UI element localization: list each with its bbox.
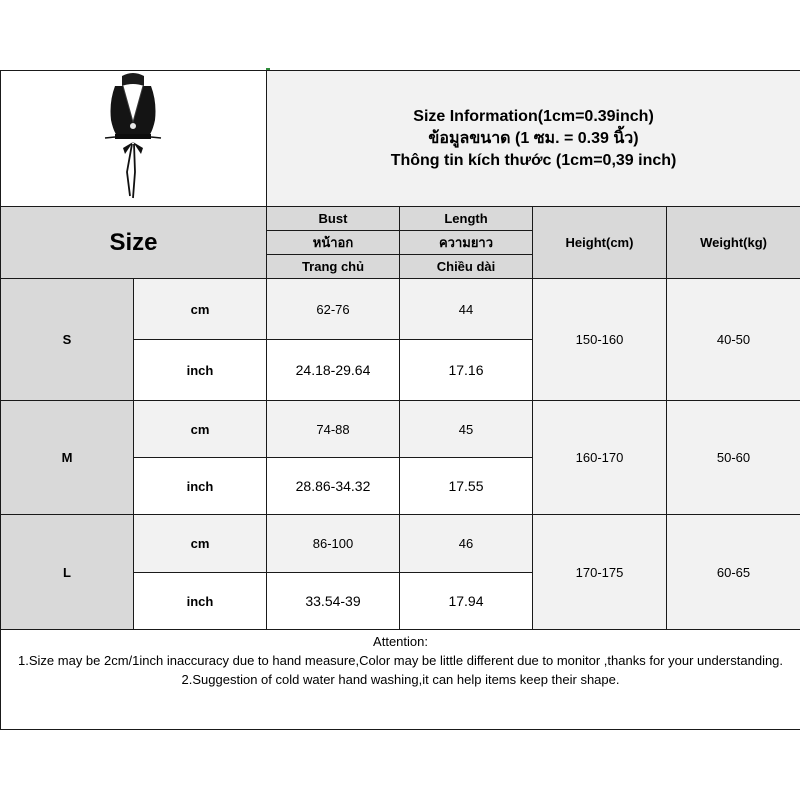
table-row — [1, 279, 800, 340]
bust-inch-value: 33.54-39 — [267, 573, 400, 630]
size-information-header — [267, 71, 800, 207]
length-header-en: Length — [400, 207, 533, 231]
unit-cm-label: cm — [134, 279, 267, 340]
table-row — [1, 401, 800, 458]
bust-header-th: หน้าอก — [267, 231, 400, 255]
height-value: 150-160 — [533, 279, 667, 401]
size-l-label: L — [1, 515, 134, 630]
height-value: 160-170 — [533, 401, 667, 515]
size-column-header: Size — [1, 207, 267, 279]
halter-top-garment-icon — [65, 72, 201, 204]
bust-cm-value: 74-88 — [267, 401, 400, 458]
info-line-thai: ข้อมูลขนาด (1 ซม. = 0.39 นิ้ว) — [428, 129, 639, 147]
length-header-th: ความยาว — [400, 231, 533, 255]
size-s-label: S — [1, 279, 134, 401]
unit-inch-label: inch — [134, 340, 267, 401]
weight-value: 60-65 — [667, 515, 800, 630]
unit-cm-label: cm — [134, 401, 267, 458]
length-cm-value: 45 — [400, 401, 533, 458]
product-image-cell — [1, 71, 267, 207]
weight-value: 40-50 — [667, 279, 800, 401]
weight-header: Weight(kg) — [667, 207, 800, 279]
height-header: Height(cm) — [533, 207, 667, 279]
bust-header-en: Bust — [267, 207, 400, 231]
length-cm-value: 44 — [400, 279, 533, 340]
attention-note-1: 1.Size may be 2cm/1inch inaccuracy due to hand measure,Color may be little different due to monitor ,thanks for your understanding. — [18, 653, 784, 668]
attention-notes — [1, 630, 800, 730]
bust-cm-value: 86-100 — [267, 515, 400, 573]
unit-inch-label: inch — [134, 458, 267, 515]
info-line-vietnamese: Thông tin kích thước (1cm=0,39 inch) — [390, 151, 677, 169]
length-cm-value: 46 — [400, 515, 533, 573]
table-row — [1, 515, 800, 573]
bust-header-vi: Trang chủ — [267, 255, 400, 279]
height-value: 170-175 — [533, 515, 667, 630]
length-inch-value: 17.16 — [400, 340, 533, 401]
unit-inch-label: inch — [134, 573, 267, 630]
attention-note-2: 2.Suggestion of cold water hand washing,it can help items keep their shape. — [181, 672, 620, 687]
length-inch-value: 17.94 — [400, 573, 533, 630]
bust-cm-value: 62-76 — [267, 279, 400, 340]
attention-title: Attention: — [373, 634, 428, 649]
size-m-label: M — [1, 401, 134, 515]
weight-value: 50-60 — [667, 401, 800, 515]
size-chart — [0, 70, 800, 730]
length-inch-value: 17.55 — [400, 458, 533, 515]
unit-cm-label: cm — [134, 515, 267, 573]
length-header-vi: Chiều dài — [400, 255, 533, 279]
size-table — [0, 70, 800, 730]
bust-inch-value: 24.18-29.64 — [267, 340, 400, 401]
info-line-english: Size Information(1cm=0.39inch) — [413, 107, 654, 125]
bust-inch-value: 28.86-34.32 — [267, 458, 400, 515]
